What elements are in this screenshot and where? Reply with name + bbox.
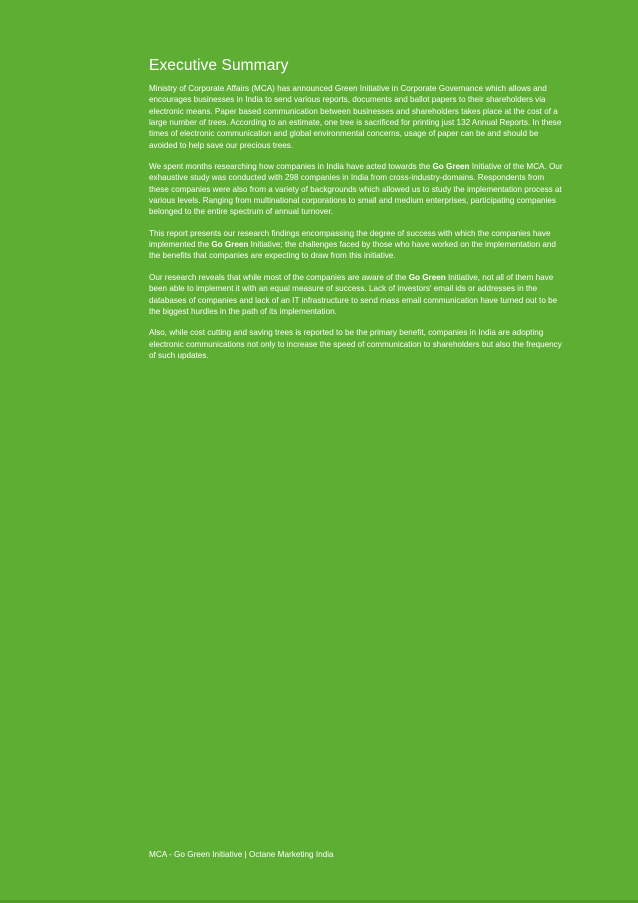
paragraph-2-text-a: We spent months researching how companies in India have acted towards the (149, 162, 433, 172)
paragraph-1-text: Ministry of Corporate Affairs (MCA) has announced Green Initiative in Corporate Governance which allows and encourages businesses in India to send various reports, documents and ballot papers to their shareholders via electronic means. Paper based communication between businesses and shareholders takes place at the cost of a large number of trees. According to an estimate, one tree is sacrificed for printing just 132 Annual Reports. In these times of electronic communication and global environmental concerns, usage of paper can be and should be avoided to help save our precious trees. (149, 84, 562, 150)
document-body (149, 56, 565, 371)
go-green-emphasis: Go Green (432, 162, 470, 172)
paragraph-4-text-a: Our research reveals that while most of the companies are aware of the (149, 272, 409, 282)
paragraph-4-text-b: Initiative, not all of them have been able to implement it with an equal measure of success. Lack of investors' email ids or addresses in the databases of companies and lack of an IT infrastructure to send mass email communication have turned out to be the biggest hurdles in the path of its implementation. (149, 272, 558, 316)
paragraph-5-text: Also, while cost cutting and saving trees is reported to be the primary benefit, companies in India are adopting electronic communications not only to increase the speed of communication to shareholders but also the frequency of such updates. (149, 328, 562, 360)
go-green-emphasis: Go Green (408, 272, 446, 282)
page-footer: MCA - Go Green Initiative | Octane Marketing India (149, 850, 334, 859)
paragraph-1 (149, 83, 565, 151)
paragraph-3-text-a: This report presents our research findings encompassing the degree of success with which the companies have implemented the (149, 228, 551, 250)
paragraph-3-text-b: Initiative; the challenges faced by those who have worked on the implementation and the benefits that companies are expecting to draw from this initiative. (149, 240, 556, 261)
page-title: Executive Summary (149, 57, 289, 74)
go-green-emphasis: Go Green (211, 240, 249, 250)
paragraph-5 (149, 327, 565, 361)
paragraph-4 (149, 272, 565, 317)
paragraph-2-text-b: Initiative of the MCA. Our exhaustive study was conducted with 298 companies in India from cross-industry-domains. Respondents from these companies were also from a variety of backgrounds which allowed us to study the implementation process at various levels. Ranging from multinational corporations to small and medium enterprises, participating companies belonged to the entire spectrum of annual turnover. (149, 162, 563, 217)
paragraph-3 (149, 228, 565, 262)
paragraph-2 (149, 161, 565, 218)
